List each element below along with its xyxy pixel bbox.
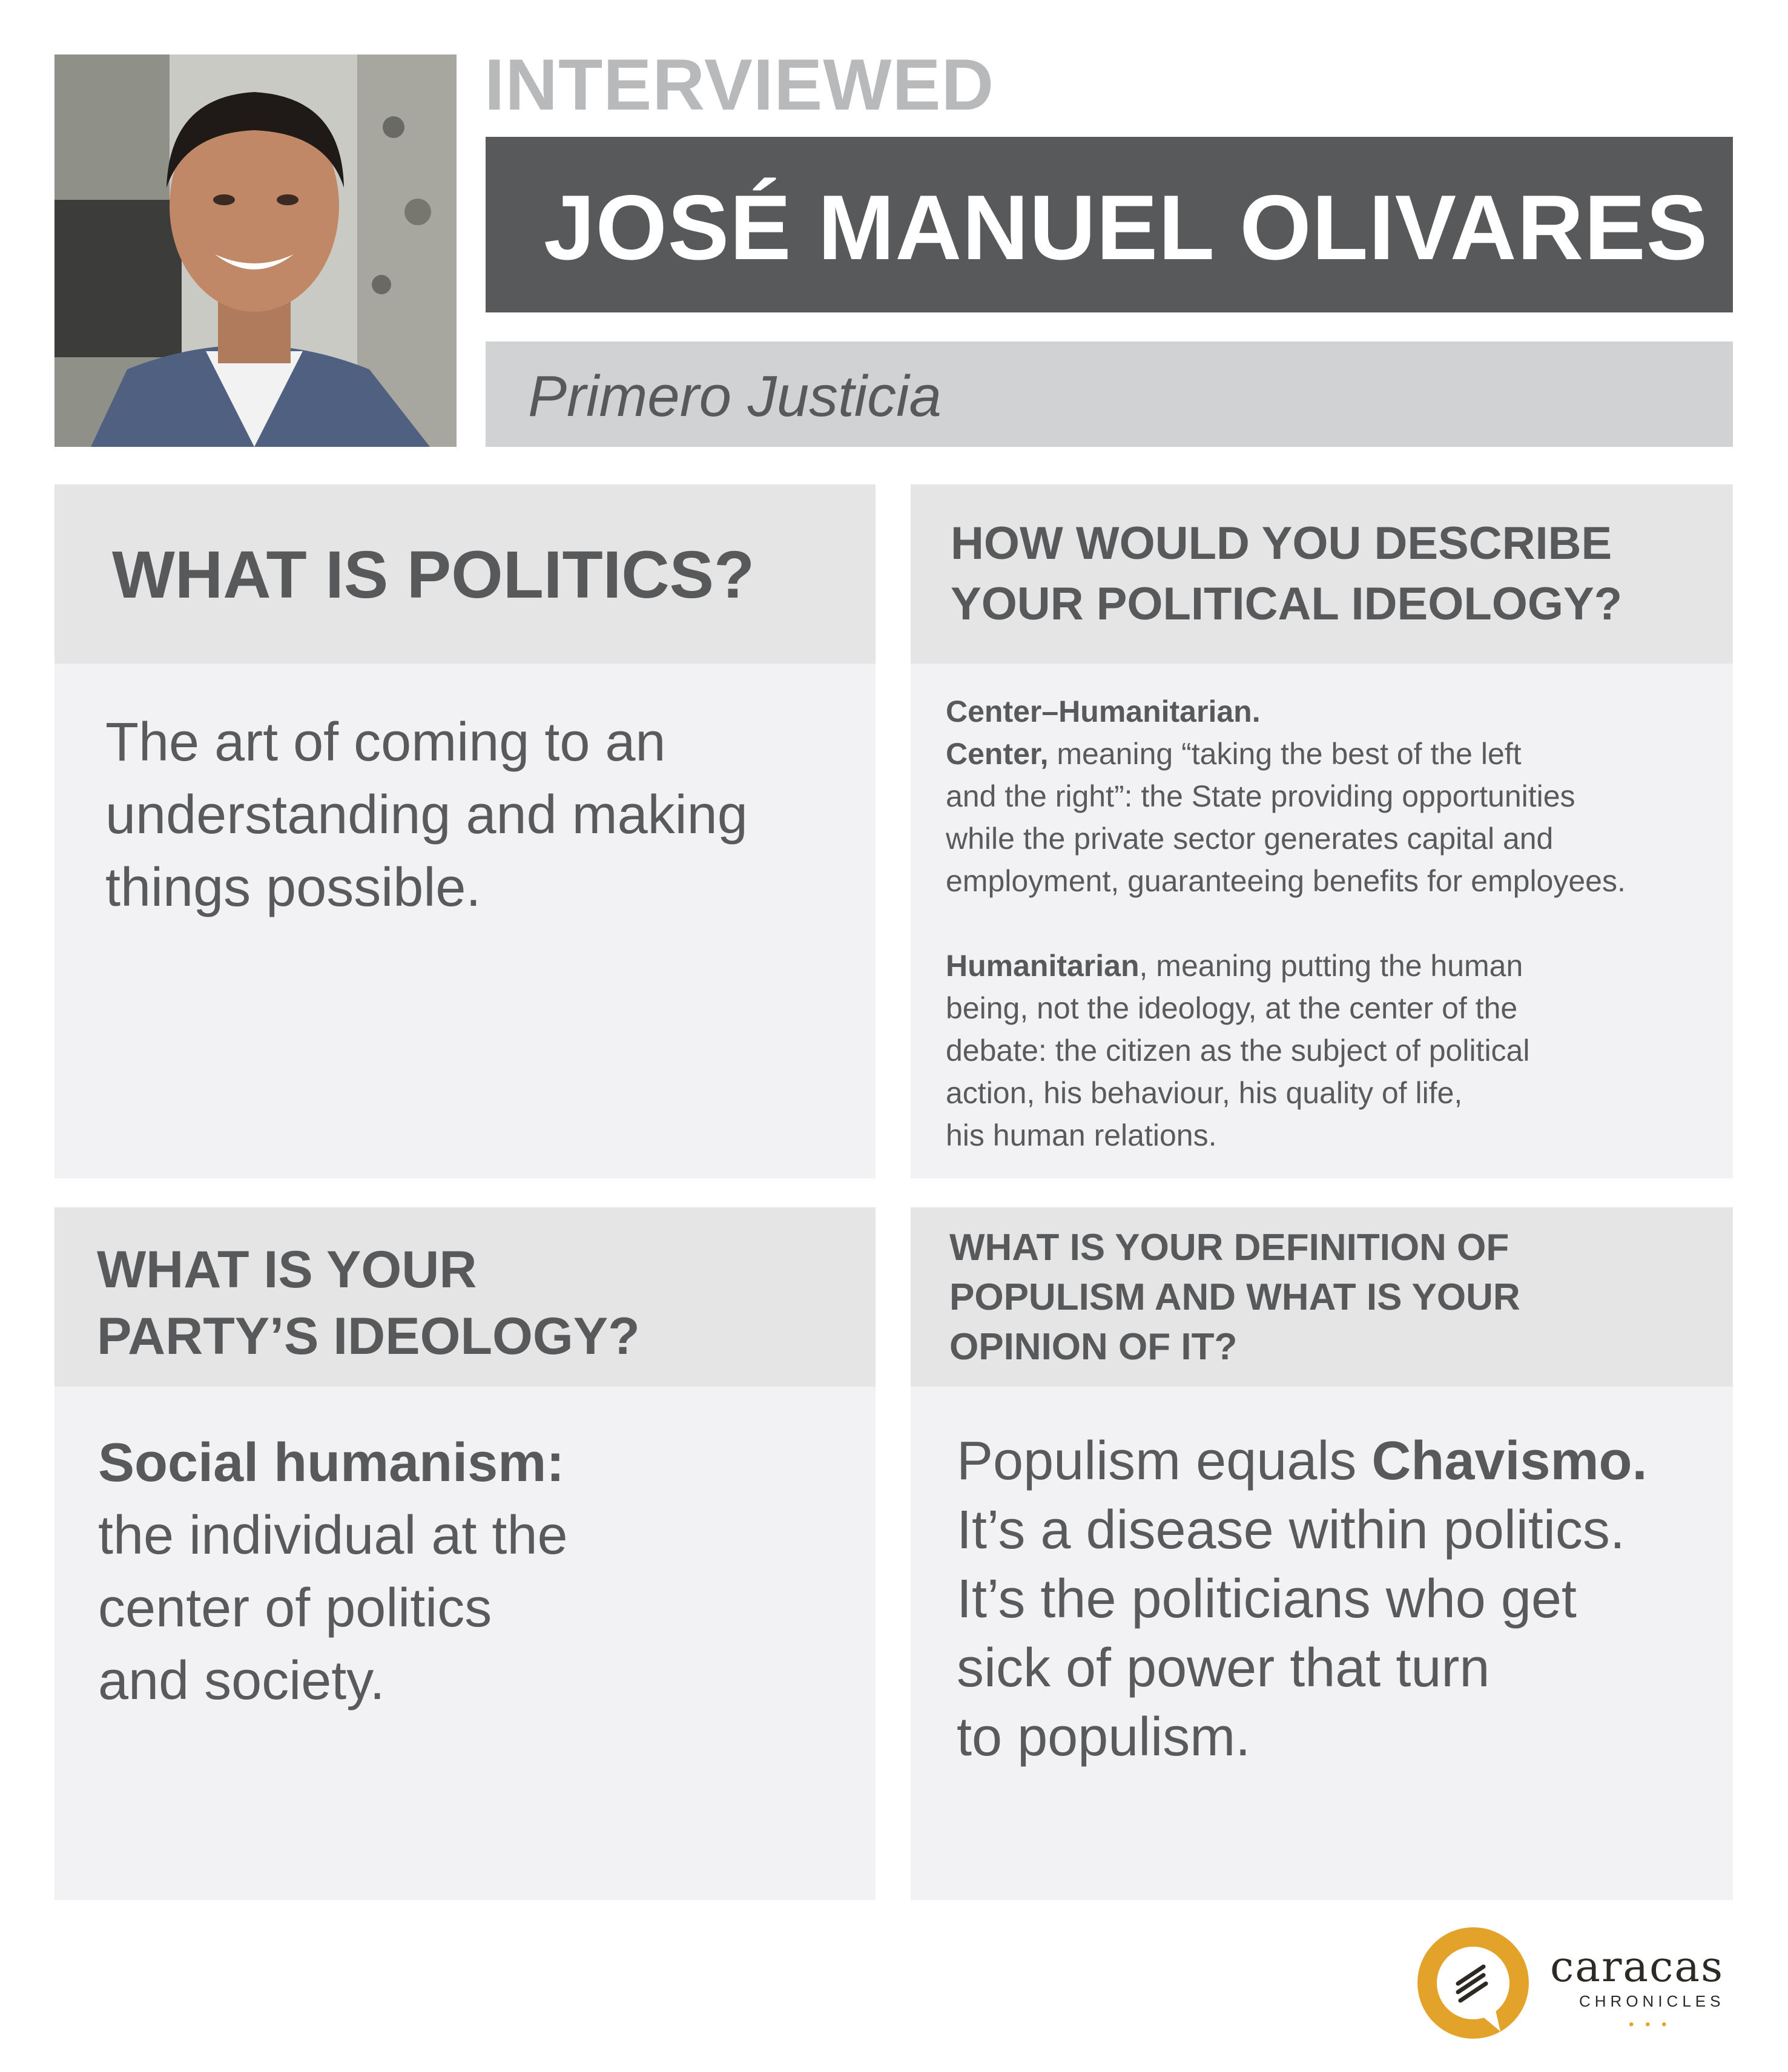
question-populism: WHAT IS YOUR DEFINITION OF POPULISM AND WHAT IS YOUR OPINION OF IT? <box>949 1227 1520 1368</box>
question-political-ideology: HOW WOULD YOU DESCRIBE YOUR POLITICAL IDEOLOGY? <box>951 518 1623 630</box>
interviewee-name: JOSÉ MANUEL OLIVARES <box>544 176 1709 279</box>
panel-populism-header <box>911 1207 1733 1387</box>
interviewee-photo <box>54 54 457 447</box>
question-party-ideology: WHAT IS YOUR PARTY’S IDEOLOGY? <box>97 1241 640 1365</box>
panel-politics-header <box>54 484 876 664</box>
question-what-is-politics: WHAT IS POLITICS? <box>112 538 755 612</box>
panel-politics-body <box>54 664 876 1178</box>
logo-wordmark: caracas <box>1550 1942 1724 1991</box>
humanitarian-label: Humanitarian <box>946 949 1140 983</box>
humanitarian-text: , meaning putting the human being, not the ideology, at the center of the debate: the citizen as the subject of political action, his behaviour, his quality of life, his human relations. <box>946 949 1530 1152</box>
logo-subtitle: CHRONICLES <box>1579 1992 1725 2010</box>
party-banner <box>486 341 1733 447</box>
panel-party-header <box>54 1207 876 1387</box>
panel-ideology-header <box>911 484 1733 664</box>
portrait-image <box>54 54 457 447</box>
panel-ideology-body <box>911 664 1733 1178</box>
answer-party-text: the individual at the center of politics and society. <box>98 1505 568 1711</box>
logo-dots: • • • <box>1629 2016 1671 2033</box>
answer-ideology-title: Center–Humanitarian. <box>946 695 1261 728</box>
answer-party-bold: Social humanism: <box>98 1433 565 1493</box>
populism-bold-text: Chavismo. <box>1371 1431 1648 1491</box>
panel-populism-body <box>911 1387 1733 1900</box>
caracas-chronicles-logo-icon <box>1416 1925 1531 2041</box>
interviewed-kicker: INTERVIEWED <box>484 44 995 125</box>
answer-populism-text: It’s a disease within politics. It’s the politicians who get sick of power that turn to populism. <box>957 1500 1625 1767</box>
center-label: Center, <box>946 737 1049 771</box>
answer-ideology-humanitarian <box>946 945 1727 1156</box>
populism-lead-text: Populism equals <box>957 1431 1372 1491</box>
panel-party-body <box>54 1387 876 1900</box>
center-text: meaning “taking the best of the left and the right”: the State providing opportunities while the private sector generates capital and employment, guaranteeing benefits for employees. <box>946 737 1626 898</box>
name-banner <box>486 137 1733 312</box>
answer-populism-lead <box>957 1427 1648 1496</box>
answer-ideology-center <box>946 733 1727 902</box>
party-name: Primero Justicia <box>528 364 942 429</box>
answer-what-is-politics: The art of coming to an understanding and making things possible. <box>105 712 748 918</box>
speech-bubble-icon <box>1416 1925 1531 2041</box>
